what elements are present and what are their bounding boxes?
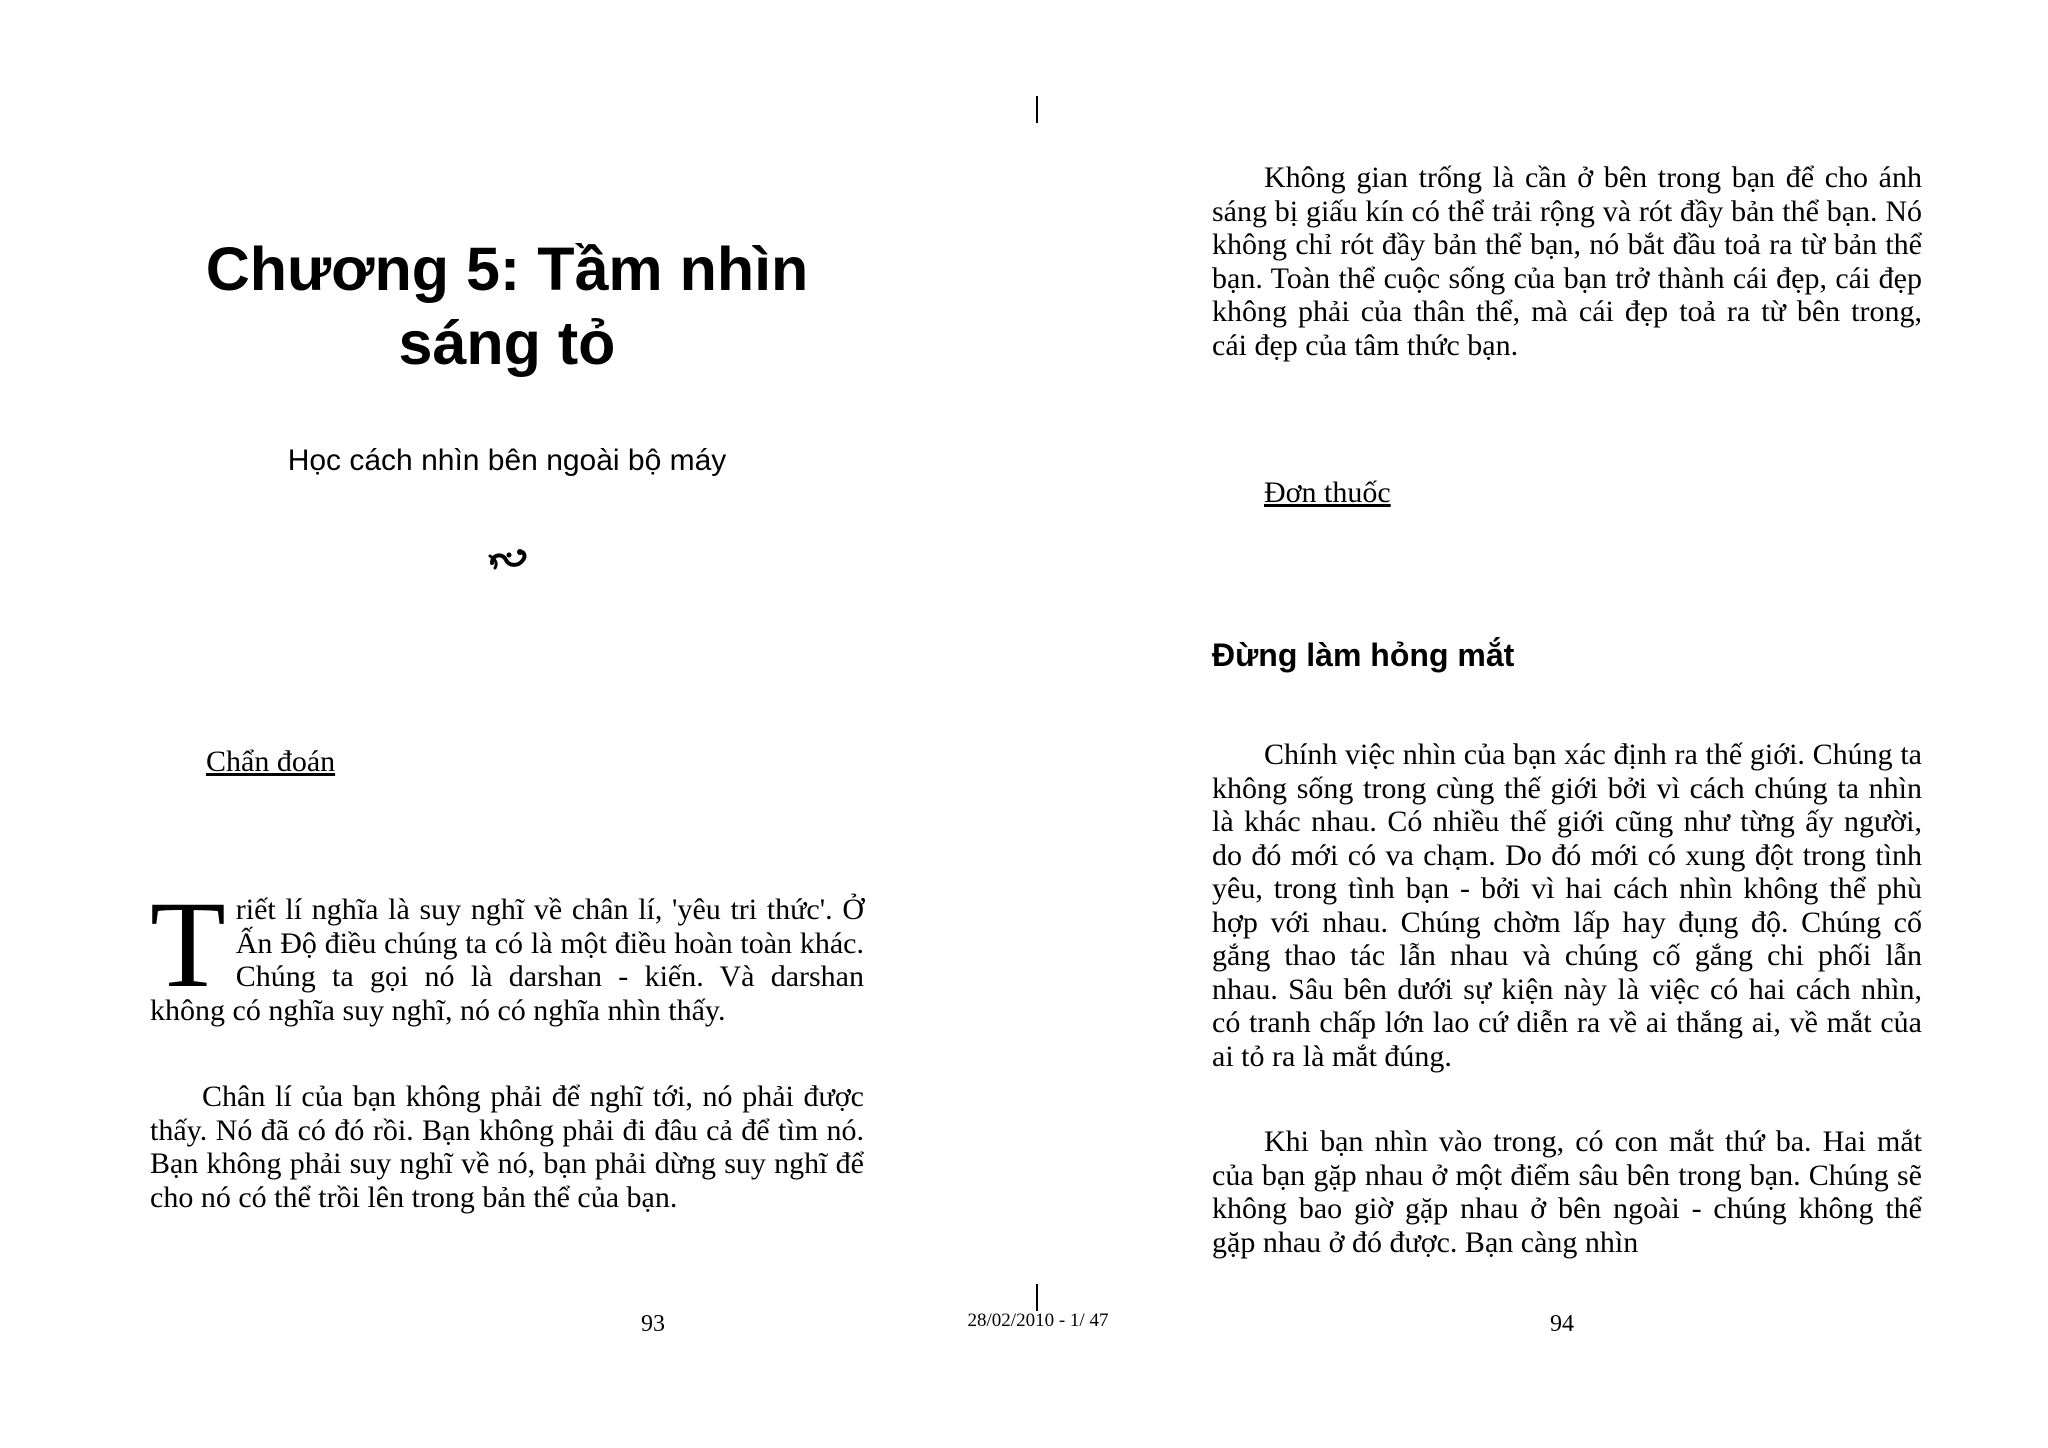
center-bottom-divider: [1036, 1284, 1038, 1311]
third-eye-paragraph: Khi bạn nhìn vào trong, có con mắt thứ ba. Hai mắt của bạn gặp nhau ở một điểm sâu bên trong bạn. Chúng sẽ không bao giờ gặp nhau ở bên ngoài - chúng không thể gặp nhau ở đó được. Bạn càng nhìn: [1212, 1125, 1922, 1259]
fleuron-ornament-icon: [487, 546, 529, 572]
chapter-title: [150, 232, 864, 380]
center-top-divider: [1036, 96, 1038, 123]
seeing-paragraph: Chính việc nhìn của bạn xác định ra thế giới. Chúng ta không sống trong cùng thế giới bởi vì cách chúng ta nhìn là khác nhau. Có nhiều thế giới cũng như từng ấy người, do đó mới có va chạm. Do đó mới có xung đột trong tình yêu, trong tình bạn - bởi vì hai cách nhìn không thể phù hợp với nhau. Chúng chờm lấp hay đụng độ. Chúng cố gắng thao tác lẫn nhau và chúng cố gắng chi phối lẫn nhau. Sâu bên dưới sự kiện này là việc có hai cách nhìn, có tranh chấp lớn lao cứ diễn ra về ai thắng ai, về mắt của ai tỏ ra là mắt đúng.: [1212, 738, 1922, 1073]
chapter-subtitle: Học cách nhìn bên ngoài bộ máy: [287, 444, 727, 477]
space-paragraph: Không gian trống là cần ở bên trong bạn để cho ánh sáng bị giấu kín có thể trải rộng và rót đầy bản thể bạn. Nó không chỉ rót đầy bản thể bạn, nó bắt đầu toả ra từ bản thể bạn. Toàn thể cuộc sống của bạn trở thành cái đẹp, cái đẹp không phải của thân thể, mà cái đẹp toả ra từ bên trong, cái đẹp của tâm thức bạn.: [1212, 161, 1922, 362]
diagnosis-section-label: Chẩn đoán: [206, 745, 336, 778]
chapter-title-line-1: Chương 5: Tầm nhìn: [205, 235, 809, 303]
left-page: [150, 0, 864, 1448]
page-number-93: 93: [641, 1311, 665, 1337]
opening-paragraph: [150, 876, 864, 1027]
chapter-title-line-2: sáng tỏ: [398, 309, 616, 377]
footer-date-page-count: 28/02/2010 - 1/ 47: [967, 1310, 1109, 1331]
page-number-94: 94: [1550, 1311, 1574, 1337]
section-heading: Đừng làm hỏng mắt: [1212, 637, 1515, 673]
drop-cap: T: [150, 876, 226, 1013]
truth-paragraph: Chân lí của bạn không phải để nghĩ tới, nó phải được thấy. Nó đã có đó rồi. Bạn không phải đi đâu cả để tìm nó. Bạn không phải suy nghĩ về nó, bạn phải dừng suy nghĩ để cho nó có thể trồi lên trong bản thể của bạn.: [150, 1080, 864, 1214]
right-page: [1212, 0, 1922, 1448]
prescription-section-label: Đơn thuốc: [1264, 476, 1391, 509]
opening-paragraph-text: riết lí nghĩa là suy nghĩ về chân lí, 'yêu tri thức'. Ở Ấn Độ điều chúng ta có là một điều hoàn toàn khác. Chúng ta gọi nó là darshan - kiến. Và darshan không có nghĩa suy nghĩ, nó có nghĩa nhìn thấy.: [150, 893, 864, 1027]
